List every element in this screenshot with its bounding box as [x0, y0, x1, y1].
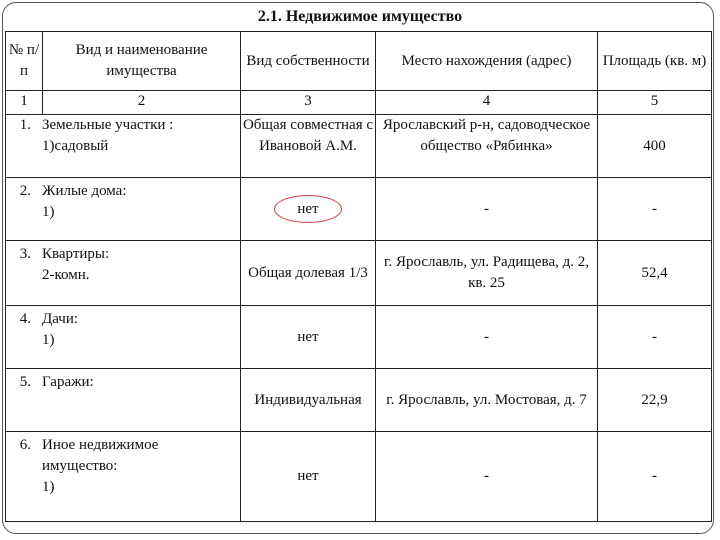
col-number-3: 3	[241, 91, 376, 115]
row-area: 52,4	[598, 241, 712, 306]
property-table	[5, 31, 712, 522]
row-ownership-cell	[241, 178, 376, 241]
row-name-line1: Иное недвижимое	[42, 437, 159, 453]
row-name-line3: 1)	[42, 479, 55, 495]
row-name-cell	[6, 115, 241, 178]
row-name-cell	[6, 241, 241, 306]
row-number: 3.	[19, 246, 31, 262]
row-ownership: Общая долевая 1/3	[241, 241, 376, 306]
row-name-line1: Жилые дома:	[42, 183, 127, 199]
row-area: 22,9	[598, 369, 712, 432]
row-name-line1: Дачи:	[42, 311, 79, 327]
table-row	[6, 306, 712, 369]
row-ownership: нет	[241, 432, 376, 522]
row-area: -	[598, 432, 712, 522]
table-row	[6, 115, 712, 178]
col-number-5: 5	[598, 91, 712, 115]
row-ownership: Общая совместная с Ивановой А.М.	[241, 115, 376, 178]
header-name: Вид и наименование имущества	[43, 32, 241, 91]
row-number: 5.	[19, 374, 31, 390]
row-name-line1: Квартиры:	[42, 246, 110, 262]
row-name-line2: 1)	[42, 332, 55, 348]
table-row	[6, 369, 712, 432]
row-name-cell	[6, 432, 241, 522]
row-location: -	[376, 178, 598, 241]
row-location: -	[376, 432, 598, 522]
row-number: 4.	[19, 311, 31, 327]
header-area: Площадь (кв. м)	[598, 32, 712, 91]
row-name-cell	[6, 306, 241, 369]
table-row	[6, 241, 712, 306]
row-name-line2: имущество:	[42, 458, 118, 474]
table-row	[6, 432, 712, 522]
col-number-1: 1	[6, 91, 43, 115]
header-location: Место нахождения (адрес)	[376, 32, 598, 91]
table-row	[6, 178, 712, 241]
row-ownership: нет	[274, 195, 341, 223]
row-name-cell	[6, 369, 241, 432]
row-ownership: нет	[241, 306, 376, 369]
row-area: -	[598, 306, 712, 369]
col-number-2: 2	[43, 91, 241, 115]
row-location: г. Ярославль, ул. Мостовая, д. 7	[376, 369, 598, 432]
header-num: № п/п	[6, 32, 43, 91]
column-number-row	[6, 91, 712, 115]
row-number: 6.	[19, 437, 31, 453]
header-ownership: Вид собственности	[241, 32, 376, 91]
header-row	[6, 32, 712, 91]
row-number: 1.	[19, 117, 31, 133]
row-number: 2.	[19, 183, 31, 199]
row-area: -	[598, 178, 712, 241]
row-location: -	[376, 306, 598, 369]
row-name-line2: 1)садовый	[42, 138, 109, 154]
row-location: г. Ярославль, ул. Радищева, д. 2, кв. 25	[376, 241, 598, 306]
row-name-line1: Земельные участки :	[42, 117, 174, 133]
row-name-line2: 1)	[42, 204, 55, 220]
row-name-line2: 2-комн.	[42, 267, 90, 283]
row-name-line1: Гаражи:	[42, 374, 94, 390]
row-ownership: Индивидуальная	[241, 369, 376, 432]
row-name-cell	[6, 178, 241, 241]
row-location: Ярославский р-н, садоводческое общество «Рябинка»	[376, 115, 598, 178]
row-area: 400	[598, 115, 712, 178]
col-number-4: 4	[376, 91, 598, 115]
page-title: 2.1. Недвижимое имущество	[257, 8, 463, 25]
